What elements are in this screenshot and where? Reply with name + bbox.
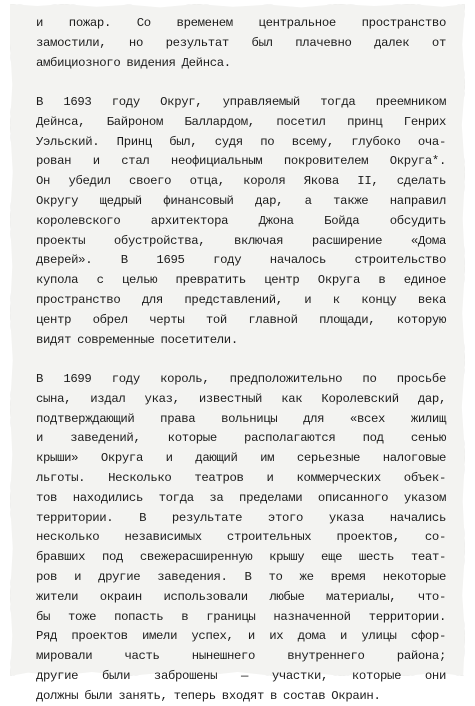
paragraph-1 — [36, 14, 446, 73]
text-line: В 1699 году король, предположительно по просьбе — [36, 371, 446, 386]
text-line: пространство для представлений, и к концу века — [36, 292, 446, 307]
text-line: крыши» Округа и дающий им серьезные налоговые — [36, 451, 446, 466]
text-line: мировали часть нынешнего внутреннего района; — [36, 649, 446, 664]
text-line: Ряд проектов имели успех, и их дома и улицы сфор- — [36, 629, 446, 644]
text-line: должны были занять, теперь входят в состав Окраин. — [36, 688, 381, 703]
text-line: Он убедил своего отца, короля Якова II, сделать — [36, 174, 446, 189]
text-line: тов находились тогда за пределами описанного указом — [36, 490, 446, 505]
text-line: амбициозного видения Дейнса. — [36, 55, 231, 70]
text-line: подтверждающий права вольницы для «всех жилищ — [36, 411, 446, 426]
text-line: бравших под свежерасширенную крышу еще шесть теат- — [36, 550, 446, 565]
text-line: и заведений, которые располагаются под сенью — [36, 431, 446, 446]
text-line: несколько независимых строительных проектов, со- — [36, 530, 446, 545]
text-line: жители окраин использовали любые материалы, что- — [36, 589, 446, 604]
text-line: замостили, но результат был плачевно далек от — [36, 35, 446, 50]
text-line: центр обрел черты той главной площади, которую — [36, 312, 446, 327]
paragraph-gap — [36, 73, 446, 93]
text-line: ров и другие заведения. В то же время некоторые — [36, 569, 446, 584]
text-line: В 1693 году Округ, управляемый тогда преемником — [36, 94, 446, 109]
text-line: Округу щедрый финансовый дар, а также направил — [36, 193, 446, 208]
text-line: бы тоже попасть в границы назначенной территории. — [36, 609, 446, 624]
text-line: Уэльский. Принц был, судя по всему, глубоко оча- — [36, 134, 446, 149]
text-line: территории. В результате этого указа начались — [36, 510, 446, 525]
text-line: рован и стал неофициальным покровителем Округа*. — [36, 154, 446, 169]
paragraph-gap — [36, 350, 446, 370]
text-line: Дейнса, Байроном Баллардом, посетил принц Генрих — [36, 114, 446, 129]
text-line: дверей». В 1695 году началось строительство — [36, 253, 446, 268]
document-body — [36, 14, 446, 706]
text-line: проекты обустройства, включая расширение «Дома — [36, 233, 446, 248]
text-line: королевского архитектора Джона Бойда обсудить — [36, 213, 446, 228]
text-line: льготы. Несколько театров и коммерческих объек- — [36, 470, 446, 485]
text-line: купола с целью превратить центр Округа в единое — [36, 273, 446, 288]
text-line: другие были заброшены — участки, которые они — [36, 668, 446, 683]
paragraph-2 — [36, 93, 446, 350]
text-line: сына, издал указ, известный как Королевский дар, — [36, 391, 446, 406]
paragraph-3 — [36, 370, 446, 706]
text-line: и пожар. Со временем центральное пространство — [36, 16, 446, 30]
text-line: видят современные посетители. — [36, 332, 238, 347]
